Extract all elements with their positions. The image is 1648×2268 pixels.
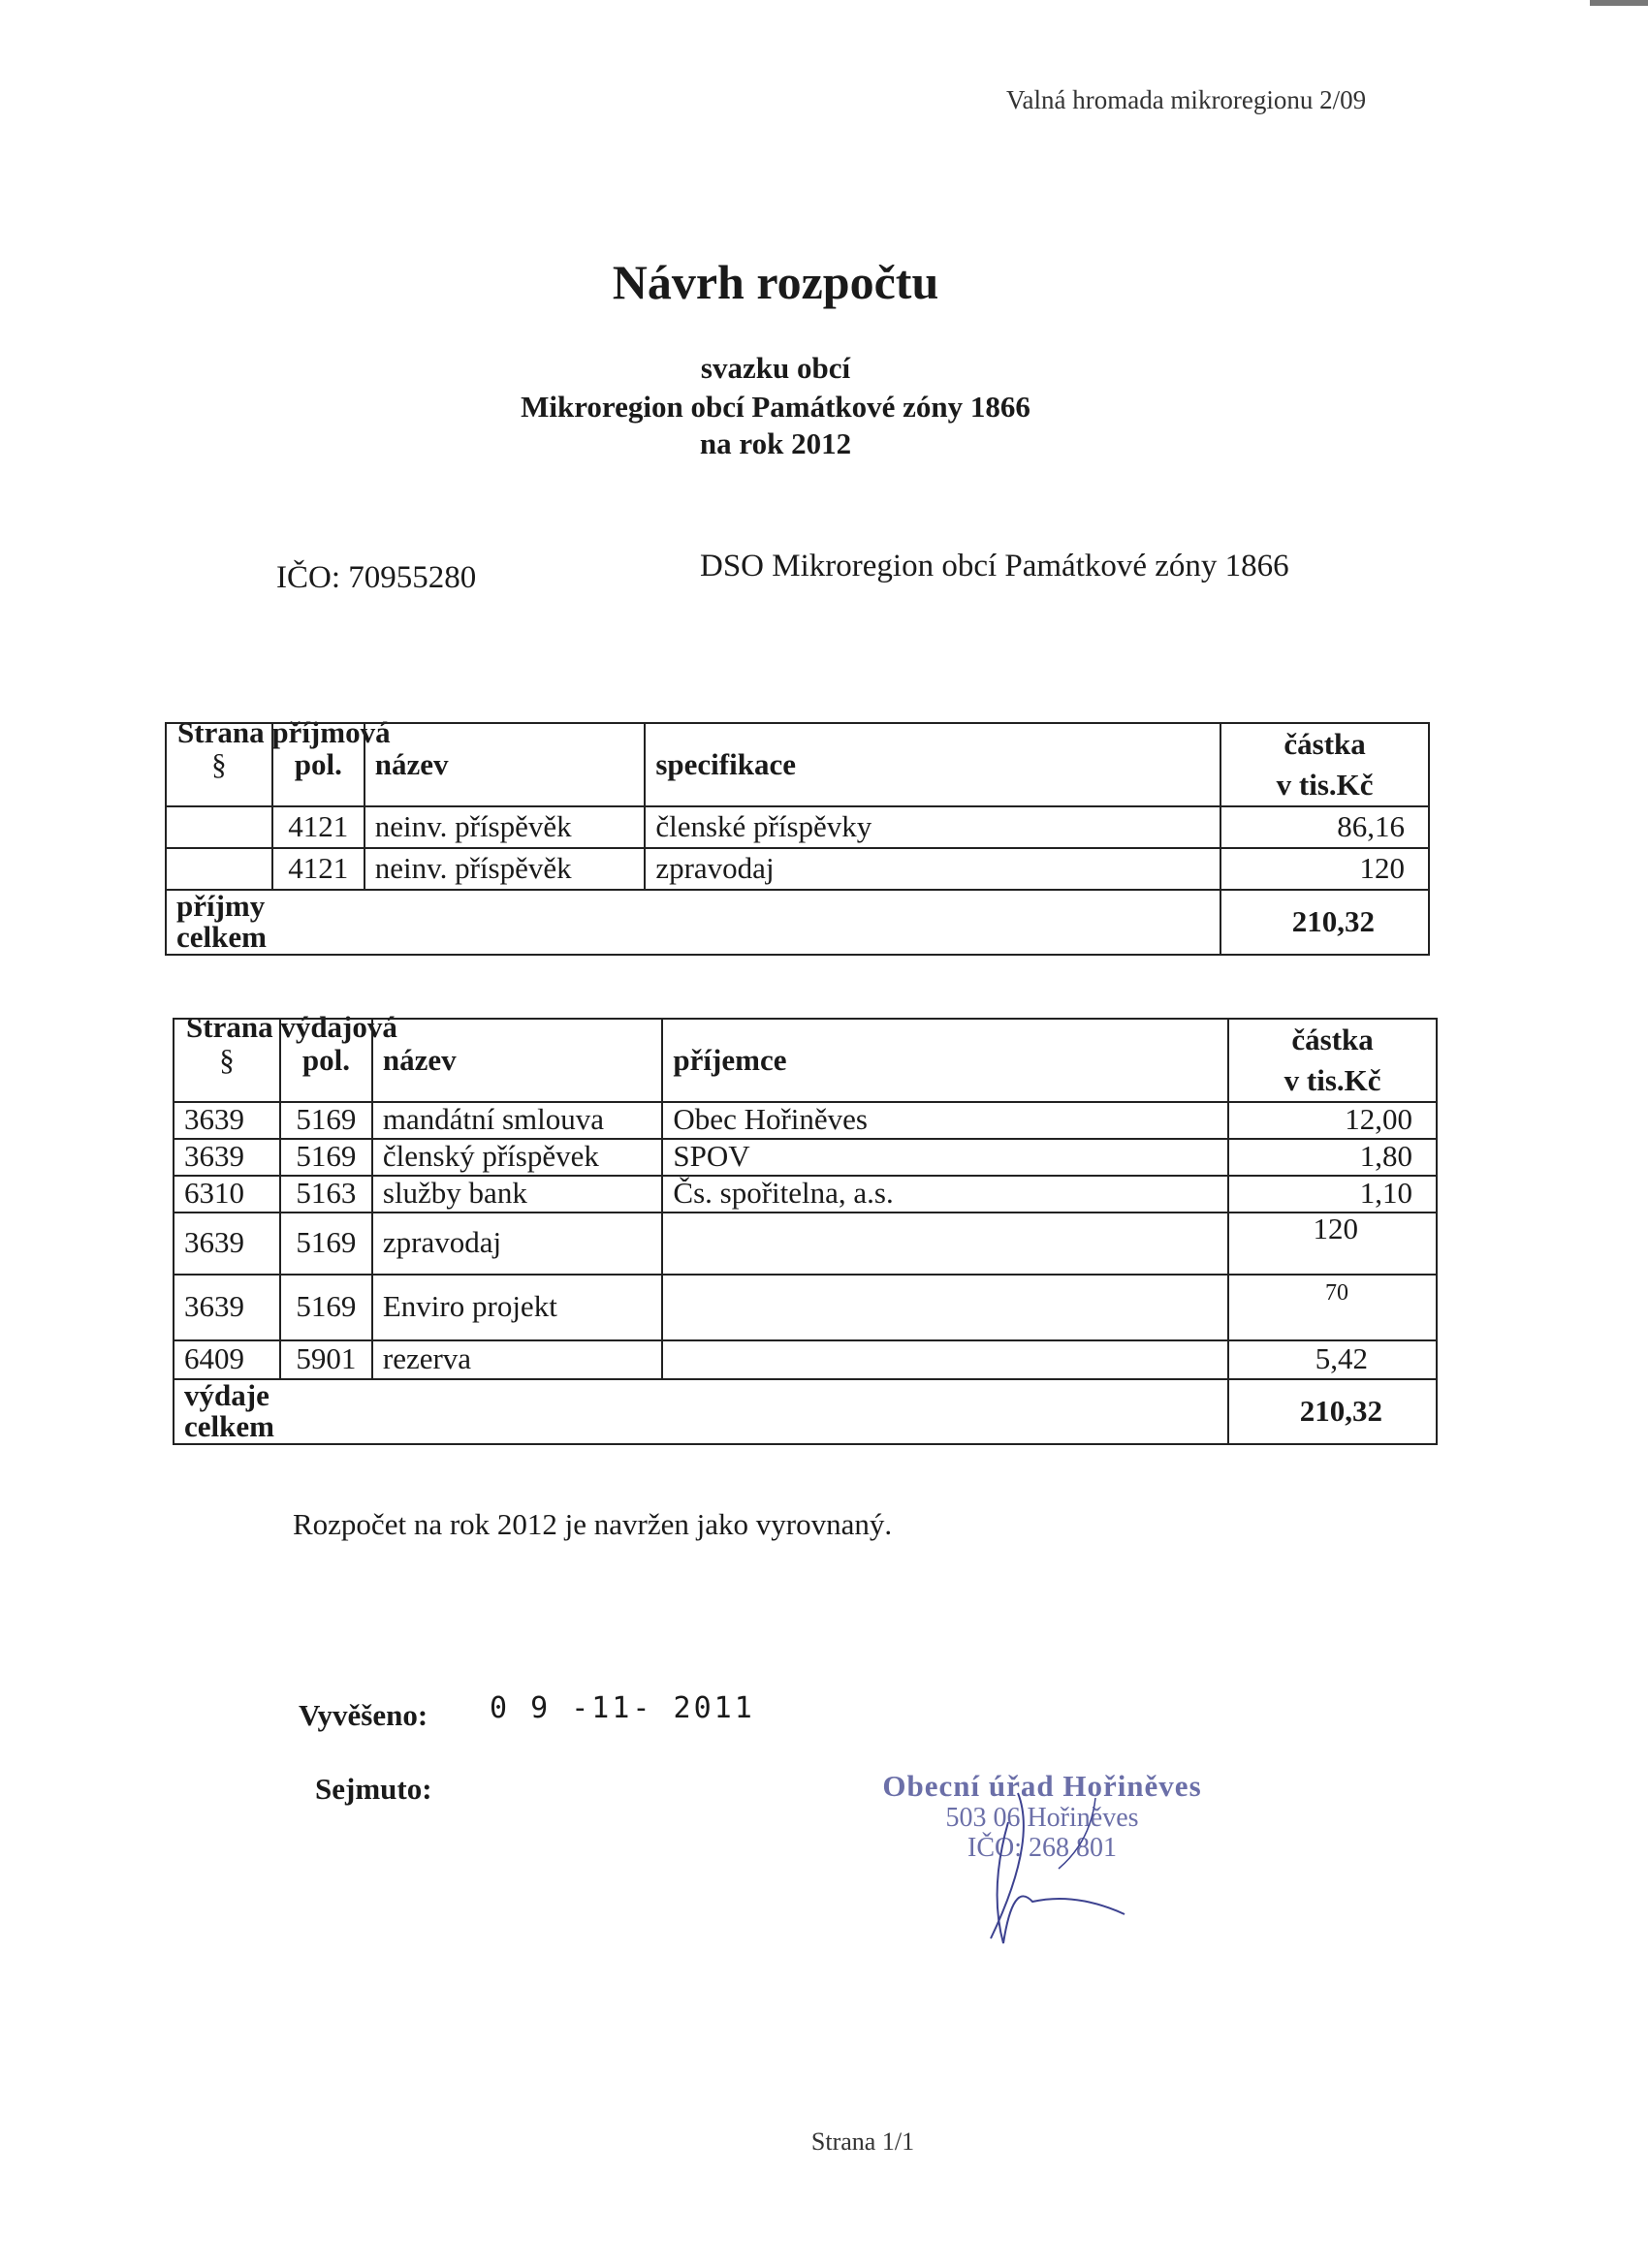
scan-edge-mark [1590,0,1648,6]
expense-cell-name: rezerva [372,1340,663,1379]
income-col-amount-line2: v tis.Kč [1276,767,1374,802]
income-cell-detail: zpravodaj [645,848,1220,890]
expense-cell-name: Enviro projekt [372,1275,663,1340]
income-cell-paragraph [166,848,272,890]
expense-total-amount: 210,32 [1228,1379,1437,1444]
table-row [174,1102,1437,1139]
expense-cell-name: služby bank [372,1176,663,1213]
expense-col-recipient: příjemce [662,1019,1228,1102]
table-row [174,1176,1437,1213]
expense-cell-paragraph: 3639 [174,1139,280,1176]
expense-cell-amount: 5,42 [1228,1340,1437,1379]
expense-cell-item: 5163 [280,1176,372,1213]
expense-cell-paragraph: 6310 [174,1176,280,1213]
stamp-line-3: IČO: 268 801 [967,1832,1117,1863]
income-col-paragraph: § [166,723,272,806]
expense-table [173,1018,1438,1445]
income-cell-item: 4121 [272,806,364,848]
expense-cell-recipient [662,1213,1228,1275]
expense-total-blank [372,1379,1228,1444]
expense-cell-name: zpravodaj [372,1213,663,1275]
income-table [165,722,1430,956]
income-header-row [166,723,1429,806]
income-col-amount [1220,723,1429,806]
posted-date-stamp: 0 9 -11- 2011 [490,1691,755,1725]
expense-cell-item: 5901 [280,1340,372,1379]
ico-number: IČO: 70955280 [276,560,477,595]
expense-cell-recipient: SPOV [662,1139,1228,1176]
balanced-budget-note: Rozpočet na rok 2012 je navržen jako vyrovnaný. [293,1507,893,1541]
stamp-line-2: 503 06 Hořiněves [945,1803,1139,1833]
expense-total-label: výdaje celkem [174,1379,372,1444]
income-total-row [166,890,1429,955]
expense-col-paragraph: § [174,1019,280,1102]
handwritten-signature [979,1783,1154,1958]
income-cell-amount: 86,16 [1220,806,1429,848]
expense-cell-paragraph: 3639 [174,1275,280,1340]
table-row [166,848,1429,890]
expense-cell-amount: 1,80 [1228,1139,1437,1176]
income-total-label: příjmy celkem [166,890,364,955]
header-note: Valná hromada mikroregionu 2/09 [1006,85,1367,114]
expense-cell-item: 5169 [280,1275,372,1340]
expense-total-row [174,1379,1437,1444]
income-cell-item: 4121 [272,848,364,890]
expense-cell-name: členský příspěvek [372,1139,663,1176]
removed-label: Sejmuto: [315,1772,432,1806]
stamp-line-1: Obecní úřad Hořiněves [882,1769,1202,1803]
expense-cell-recipient: Čs. spořitelna, a.s. [662,1176,1228,1213]
subtitle-line-1: svazku obcí [700,351,851,385]
page-footer: Strana 1/1 [810,2127,915,2156]
expense-col-amount-line2: v tis.Kč [1284,1062,1381,1097]
expense-cell-paragraph: 3639 [174,1102,280,1139]
expense-cell-item: 5169 [280,1102,372,1139]
expense-col-amount-line1: částka [1291,1023,1374,1056]
expense-cell-name: mandátní smlouva [372,1102,663,1139]
expense-cell-paragraph: 6409 [174,1340,280,1379]
subtitle-line-3: na rok 2012 [699,426,852,460]
expense-cell-paragraph: 3639 [174,1213,280,1275]
income-cell-detail: členské příspěvky [645,806,1220,848]
income-col-name: název [364,723,646,806]
organization-name: DSO Mikroregion obcí Památkové zóny 1866 [700,549,1289,583]
income-col-amount-line1: částka [1284,727,1366,761]
document-title: Návrh rozpočtu [612,255,939,309]
expense-cell-item: 5169 [280,1139,372,1176]
expense-cell-amount: 70 [1228,1275,1437,1340]
income-total-blank [364,890,1220,955]
table-row [174,1340,1437,1379]
expense-cell-recipient: Obec Hořiněves [662,1102,1228,1139]
expense-cell-amount: 1,10 [1228,1176,1437,1213]
income-cell-paragraph [166,806,272,848]
posted-label: Vyvěšeno: [299,1698,428,1732]
income-cell-name: neinv. příspěvěk [364,806,646,848]
table-row [174,1275,1437,1340]
income-total-amount: 210,32 [1220,890,1429,955]
income-col-detail: specifikace [645,723,1220,806]
table-row [166,806,1429,848]
income-col-item: pol. [272,723,364,806]
income-section-title: Strana příjmová [177,715,391,749]
expense-col-name: název [372,1019,663,1102]
table-row [174,1139,1437,1176]
expense-header-row [174,1019,1437,1102]
income-cell-name: neinv. příspěvěk [364,848,646,890]
expense-section-title: Strana výdajová [186,1010,397,1044]
income-cell-amount: 120 [1220,848,1429,890]
expense-cell-item: 5169 [280,1213,372,1275]
expense-cell-amount: 12,00 [1228,1102,1437,1139]
expense-cell-recipient [662,1275,1228,1340]
expense-col-item: pol. [280,1019,372,1102]
subtitle-line-2: Mikroregion obcí Památkové zóny 1866 [521,390,1030,424]
expense-cell-amount: 120 [1228,1213,1437,1275]
expense-col-amount [1228,1019,1437,1102]
table-row [174,1213,1437,1275]
expense-cell-recipient [662,1340,1228,1379]
